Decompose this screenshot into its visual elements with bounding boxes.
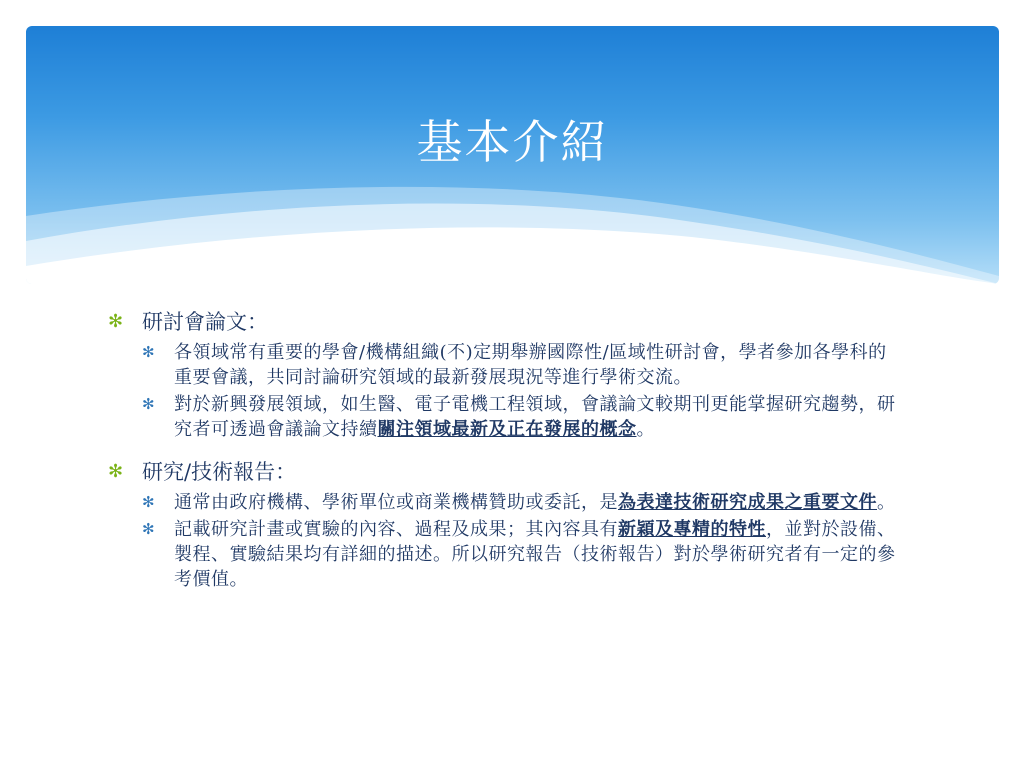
list-item-text: 通常由政府機構、學術單位或商業機構贊助或委託，是為表達技術研究成果之重要文件。 [174,492,896,513]
list-item-text: 對於新興發展領域，如生醫、電子電機工程領域，會議論文較期刊更能掌握研究趨勢，研究者可透過會議論文持續關注領域最新及正在發展的概念。 [174,394,896,440]
title-banner [26,26,999,284]
bullet-icon: ✻ [108,461,124,482]
list-item-text: 各領域常有重要的學會/機構組織(不)定期舉辦國際性/區域性研討會，學者參加各學科的重要會議，共同討論研究領域的最新發展現況等進行學術交流。 [174,342,887,388]
highlight-text: 為表達技術研究成果之重要文件 [618,492,877,513]
bullet-icon: ✻ [142,520,155,538]
list-item [142,490,908,515]
slide-body [108,300,908,592]
slide-title: 基本介紹 [416,115,609,169]
highlight-text: 新穎及專精的特性 [618,519,766,540]
list-item [142,392,908,442]
bullet-icon: ✻ [142,343,155,361]
list-item [142,517,908,592]
section-heading [108,306,908,338]
highlight-text: 關注領域最新及正在發展的概念 [377,419,637,440]
section-heading [108,456,908,488]
list-item [142,340,908,390]
section-title: 研討會論文： [142,310,268,334]
bullet-icon: ✻ [142,395,155,413]
bullet-icon: ✻ [142,493,155,511]
list-item-text: 記載研究計畫或實驗的內容、過程及成果；其內容具有新穎及專精的特性，並對於設備、製程、實驗結果均有詳細的描述。所以研究報告（技術報告）對於學術研究者有一定的參考價值。 [174,519,896,590]
section-title: 研究/技術報告： [142,460,297,484]
bullet-icon: ✻ [108,311,124,332]
